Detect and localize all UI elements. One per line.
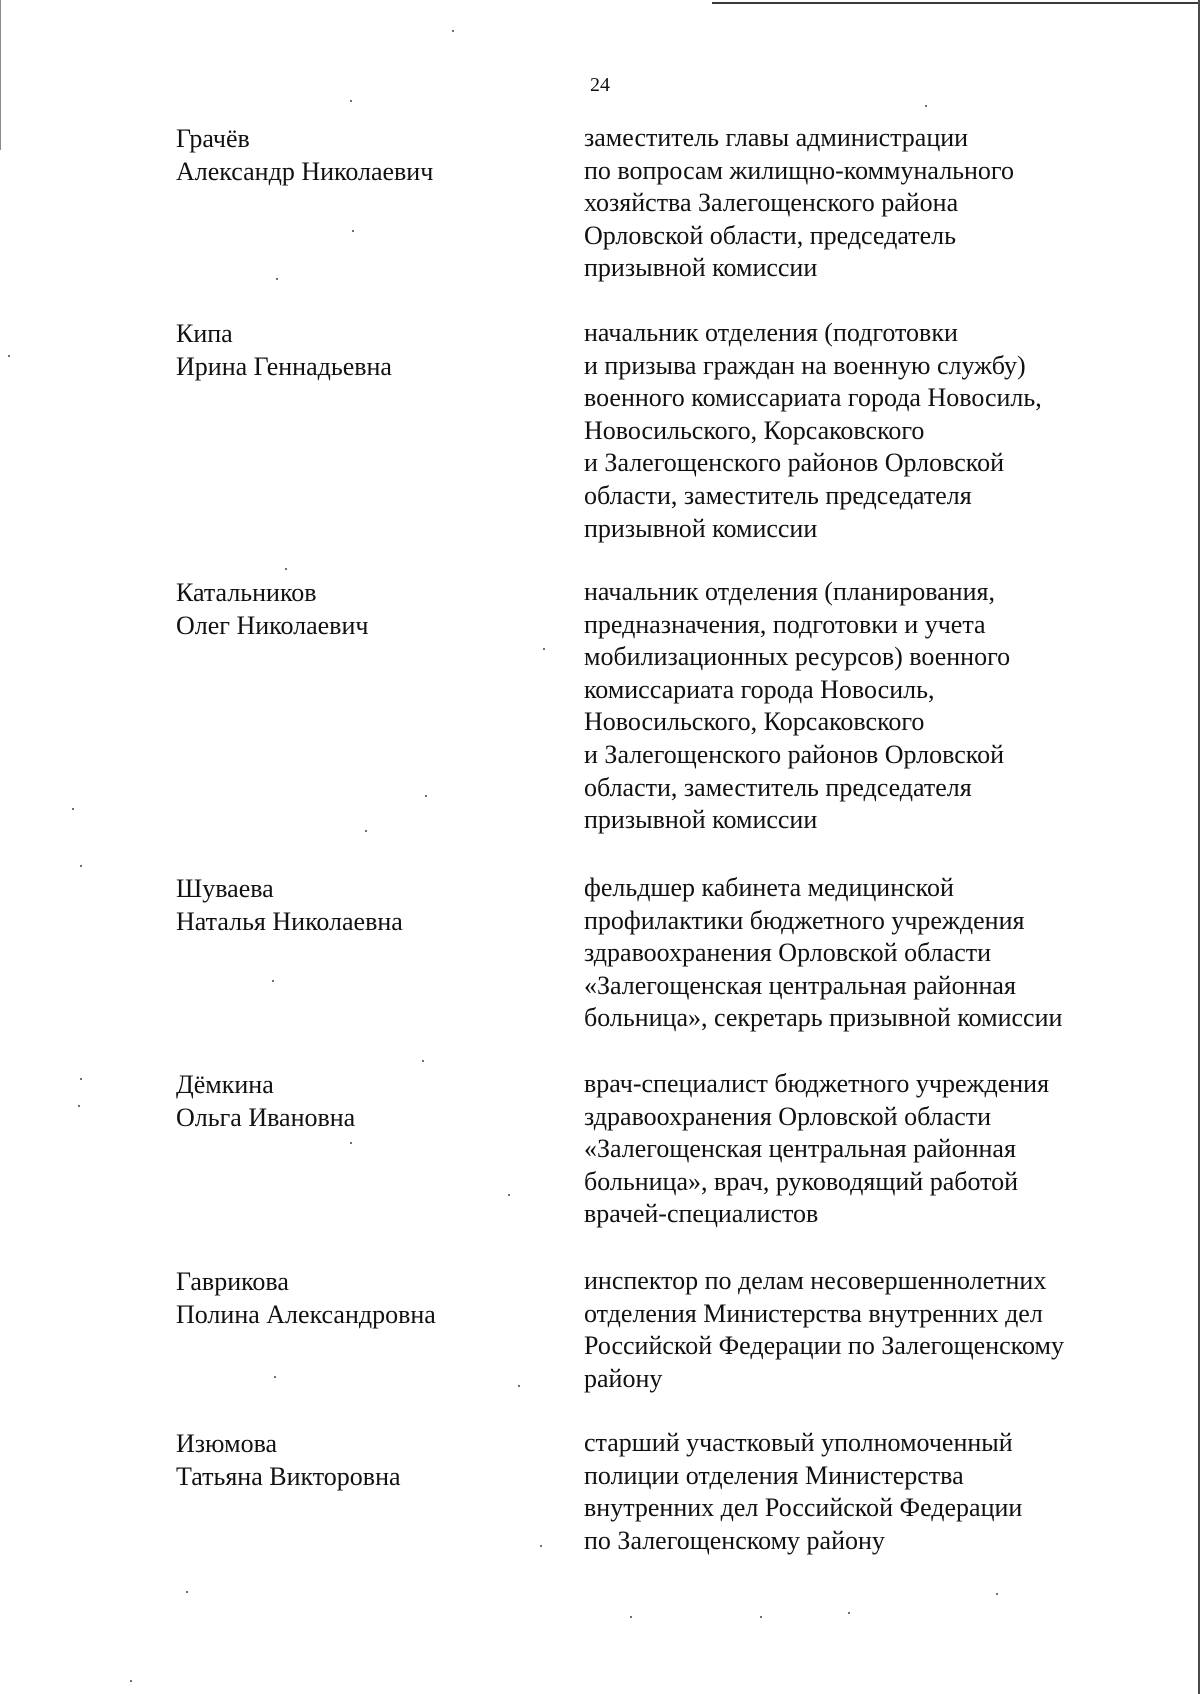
member-given-names: Олег Николаевич (176, 611, 369, 640)
scan-speck (72, 808, 74, 810)
scan-speck (350, 100, 352, 102)
position-line: области, заместитель председателя (584, 772, 972, 802)
scan-speck (274, 1376, 276, 1378)
member-name (176, 1068, 556, 1134)
member-given-names: Александр Николаевич (176, 157, 434, 186)
scan-speck (925, 105, 927, 107)
position-line: и призыва граждан на военную службу) (584, 350, 1026, 380)
member-surname: Шуваева (176, 874, 274, 903)
scan-speck (276, 278, 278, 280)
member-surname: Гаврикова (176, 1267, 289, 1296)
scan-speck (422, 1060, 424, 1062)
scan-speck (452, 30, 454, 32)
member-name (176, 1265, 556, 1331)
position-line: здравоохранения Орловской области (584, 938, 992, 968)
position-line: району (584, 1363, 663, 1393)
member-name (176, 122, 556, 188)
position-line: Орловской области, председатель (584, 220, 956, 250)
scan-speck (186, 1591, 188, 1593)
member-surname: Кипа (176, 319, 233, 348)
scan-speck (630, 1616, 632, 1618)
position-line: больница», секретарь призывной комиссии (584, 1003, 1063, 1033)
position-line: инспектор по делам несовершеннолетних (584, 1266, 1047, 1295)
scan-speck (78, 1105, 80, 1107)
position-line: заместитель главы администрации (584, 123, 969, 152)
position-line: старший участковый уполномоченный (584, 1428, 1013, 1457)
position-line: призывной комиссии (584, 253, 818, 283)
scan-speck (508, 1194, 510, 1196)
member-surname: Грачёв (176, 124, 250, 153)
position-line: начальник отделения (подготовки (584, 318, 958, 347)
member-position (584, 1265, 1164, 1395)
scan-speck (350, 1142, 352, 1144)
member-position (584, 1068, 1164, 1231)
member-position (584, 576, 1164, 837)
member-surname: Изюмова (176, 1429, 278, 1458)
scan-edge-top (712, 2, 1200, 4)
member-name (176, 317, 556, 383)
member-position (584, 122, 1164, 285)
position-line: призывной комиссии (584, 513, 818, 543)
position-line: профилактики бюджетного учреждения (584, 905, 1025, 935)
position-line: врач-специалист бюджетного учреждения (584, 1069, 1050, 1098)
position-line: здравоохранения Орловской области (584, 1101, 992, 1131)
position-line: Новосильского, Корсаковского (584, 707, 925, 737)
position-line: по вопросам жилищно-коммунального (584, 155, 1014, 185)
position-line: хозяйства Залегощенского района (584, 188, 959, 218)
scan-speck (285, 568, 287, 570)
position-line: мобилизационных ресурсов) военного (584, 642, 1011, 672)
position-line: предназначения, подготовки и учета (584, 609, 986, 639)
position-line: по Залегощенскому району (584, 1525, 885, 1555)
scan-speck (272, 980, 274, 982)
position-line: Российской Федерации по Залегощенскому (584, 1331, 1064, 1361)
scan-speck (8, 355, 10, 357)
scan-speck (848, 1612, 850, 1614)
scan-speck (540, 1545, 542, 1547)
member-given-names: Наталья Николаевна (176, 907, 403, 936)
scan-speck (352, 230, 354, 232)
position-line: внутренних дел Российской Федерации (584, 1493, 1023, 1523)
member-position (584, 872, 1164, 1035)
member-given-names: Ольга Ивановна (176, 1103, 356, 1132)
member-given-names: Полина Александровна (176, 1300, 436, 1329)
scan-speck (518, 1385, 520, 1387)
scan-speck (543, 648, 545, 650)
member-given-names: Татьяна Викторовна (176, 1462, 401, 1491)
page-number: 24 (590, 74, 610, 96)
position-line: «Залегощенская центральная районная (584, 1134, 1016, 1164)
position-line: фельдшер кабинета медицинской (584, 873, 954, 902)
position-line: отделения Министерства внутренних дел (584, 1298, 1043, 1328)
scan-speck (130, 1680, 132, 1682)
member-name (176, 872, 556, 938)
scan-speck (365, 830, 367, 832)
scan-speck (760, 1616, 762, 1618)
scan-speck (80, 1078, 82, 1080)
member-given-names: Ирина Геннадьевна (176, 352, 392, 381)
position-line: больница», врач, руководящий работой (584, 1166, 1019, 1196)
position-line: врачей-специалистов (584, 1199, 819, 1229)
member-surname: Катальников (176, 578, 317, 607)
position-line: Новосильского, Корсаковского (584, 415, 925, 445)
scan-speck (996, 1593, 998, 1595)
scan-speck (425, 795, 427, 797)
position-line: начальник отделения (планирования, (584, 577, 995, 606)
position-line: призывной комиссии (584, 805, 818, 835)
scan-speck (80, 865, 82, 867)
position-line: полиции отделения Министерства (584, 1460, 964, 1490)
scan-edge-left (0, 0, 1, 150)
member-position (584, 1427, 1164, 1557)
member-surname: Дёмкина (176, 1070, 274, 1099)
position-line: области, заместитель председателя (584, 480, 972, 510)
position-line: и Залегощенского районов Орловской (584, 739, 1005, 769)
position-line: военного комиссариата города Новосиль, (584, 383, 1042, 413)
position-line: и Залегощенского районов Орловской (584, 448, 1005, 478)
position-line: «Залегощенская центральная районная (584, 970, 1016, 1000)
member-position (584, 317, 1164, 545)
position-line: комиссариата города Новосиль, (584, 674, 935, 704)
member-name (176, 576, 556, 642)
member-name (176, 1427, 556, 1493)
